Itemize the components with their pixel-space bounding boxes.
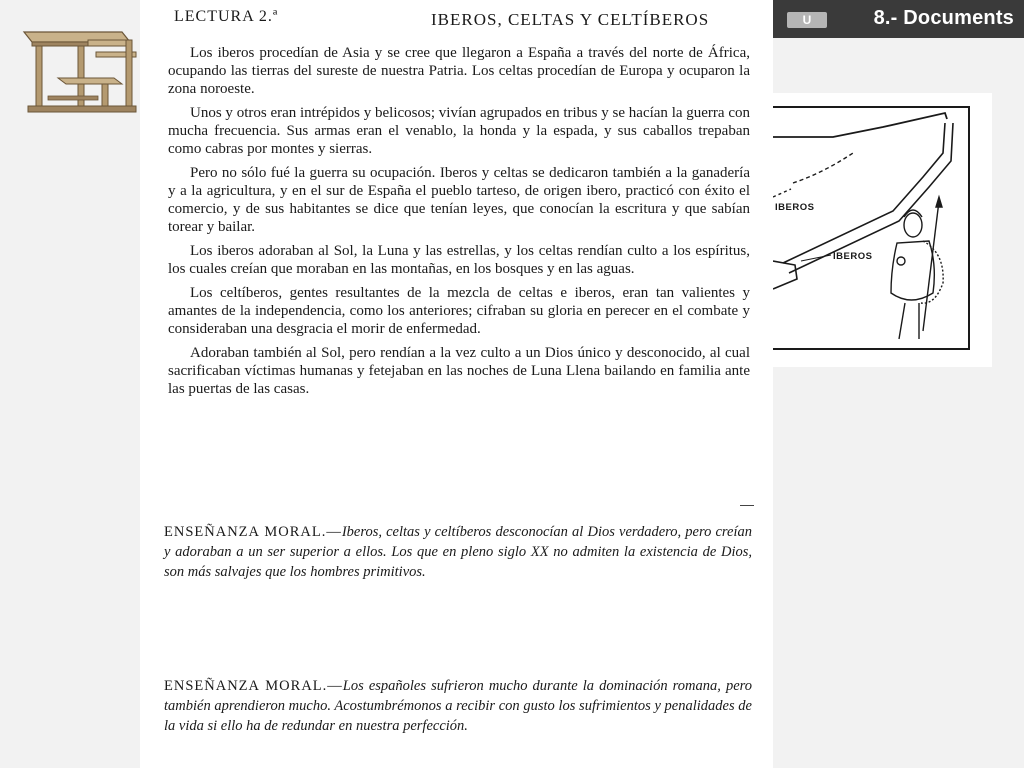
moral-lead: ENSEÑANZA MORAL.— — [164, 678, 343, 694]
page-title: IBEROS, CELTAS Y CELTÍBEROS — [431, 10, 710, 29]
paragraph: Unos y otros eran intrépidos y belicosos; vivían agrupados en tribus y se hacían la guerra con mucha frecuencia. Sus armas eran el venablo, la honda y la espada, y sus caballos trepaban como cabras por montes y sierras. — [168, 105, 750, 157]
scanned-page — [140, 0, 773, 768]
map-label-top: IBEROS — [775, 202, 815, 213]
moral-text: Los españoles sufrieron mucho durante la dominación romana, pero también aprendieron mucho. Acostumbrémonos a recibir con gusto los sufrimientos y penalidades de la vida si ello ha de redundar en nuestra perfección. — [164, 678, 753, 734]
school-desk-icon — [18, 26, 142, 120]
moral-text: Iberos, celtas y celtíberos desconocían al Dios verdadero, pero creían y adoraban a un ser superior a ellos. Los que en pleno siglo XX no admiten la existencia de Dios, son más salvajes que los hombres primitivos. — [164, 524, 752, 580]
moral-lead: ENSEÑANZA MORAL.— — [164, 524, 342, 540]
paragraph: Los iberos procedían de Asia y se cree que llegaron a España a través del norte de África, ocupando las tierras del sureste de nuestra Patria. Los celtas procedían de Europa y ocuparon la zona noroeste. — [168, 45, 750, 97]
iberian-peninsula-map-icon — [773, 93, 992, 367]
paragraph: Los iberos adoraban al Sol, la Luna y las estrellas, y los celtas rendían culto a los espíritus, los cuales creían que moraban en las montañas, en los bosques y en las aguas. — [168, 243, 750, 277]
iberian-warrior-icon — [891, 197, 943, 339]
moral-lesson-1 — [164, 522, 752, 582]
slide-title: 8.- Documents — [873, 7, 1014, 29]
paragraph: Adoraban también al Sol, pero rendían a la vez culto a un Dios único y desconocido, al cual sacrificaban víctimas humanas y fetejaban en las noches de Luna Llena bailando en familia ante las puertas de las casas. — [168, 345, 750, 397]
paragraph: Los celtíberos, gentes resultantes de la mezcla de celtas e iberos, eran tan valientes y amantes de la independencia, como los anteriores; cifraban su gloria en perecer en el combate y consideraban una desgracia el morir de enfermedad. — [168, 285, 750, 337]
body-text — [168, 44, 750, 404]
map-panel — [773, 93, 992, 367]
paragraph: Pero no sólo fué la guerra su ocupación. Iberos y celtas se dedicaron también a la ganadería y a la agricultura, y en el sur de España el pueblo tarteso, de origen ibero, practicó con éxito el comercio, y de sus habitantes se dice que tenían leyes, que conocían la escritura y que sabían torear y bailar. — [168, 165, 750, 235]
logo-icon: U — [787, 12, 827, 28]
map-label-right: IBEROS — [833, 251, 873, 262]
slide-header-bar — [773, 0, 1024, 38]
lesson-number: LECTURA 2.ª — [174, 8, 279, 25]
moral-lesson-2 — [164, 676, 752, 736]
divider — [740, 505, 754, 506]
